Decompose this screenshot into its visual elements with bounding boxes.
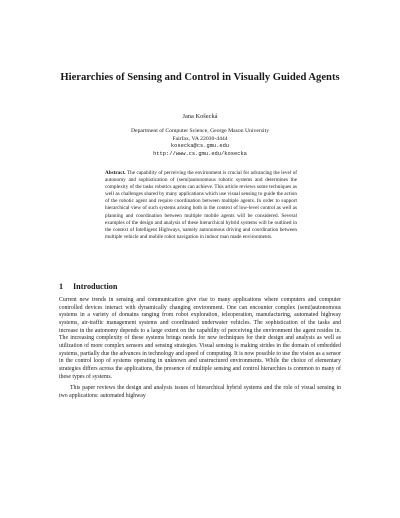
abstract-label: Abstract.	[105, 170, 126, 176]
affiliation	[0, 128, 400, 158]
paragraph: Current new trends in sensing and communication give rise to many applications where computers and computer controlled devices interact with dynamically changing environment. One can encounter complex (semi)autonomous systems in a variety of domains ranging from robot exploration, teleoperation, manufacturing, automated highway systems, air-traffic management systems and coordinated underwater vehicles. The sophistication of the tasks and increase in the autonomy depends to a large extent on the capability of perceiving the environment the agent resides in. The increasing complexity of these systems brings needs for new techniques for their design and analysis as well as utilization of more complex sensors and sensing strategies. Visual sensing is making strides in the domain of embedded systems, partially due the advances in technology and speed of computing. It is now possible to use the vision as a sensor in the control loop of systems operating in unknown and unstructured environments. While the choice of elementary strategies differs across the applications, the presence of multiple sensing and control hierarchies is common to many of these types of systems.	[59, 297, 341, 380]
email: kosecka@cs.gmu.edu	[170, 143, 230, 149]
author-name: Jana Košecká	[182, 113, 218, 120]
department: Department of Computer Science, George Mason University	[130, 128, 270, 134]
section-heading	[59, 282, 117, 291]
section-number: 1	[59, 282, 64, 291]
section-title: Introduction	[73, 282, 118, 291]
abstract-text: The capability of perceiving the environment is crucial for advancing the level of autonomy and sophistication of (semi)autonomous robotic systems and determines the complexity of the tasks robotics agents can achieve. This article reviews some techniques as well as challenges shared by many applications which use visual sensing to guide the action of the robotic agent and require coordination between multiple agents. In order to support hierarchical view of such systems arising both in the context of low-level control as well as planning and coordination between multiple mobile agents will be considered. Several examples of the design and analysis of these hierarchical hybrid systems will be outlined in the context of Intelligent Highways, namely autonomous driving and coordination between multiple vehicle and mobile robot navigation in indoor man made environments.	[105, 170, 298, 240]
paragraph: This paper reviews the design and analysis issues of hierarchical hybrid systems and the role of visual sensing in two applications: automated highway	[59, 385, 341, 399]
address: Fairfax, VA 22030-4444	[172, 135, 228, 142]
homepage-url: http://www.cs.gmu.edu/kosecka	[153, 150, 247, 157]
abstract	[105, 170, 297, 241]
body-text	[59, 297, 341, 401]
paper-title: Hierarchies of Sensing and Control in Visually Guided Agents	[60, 72, 340, 83]
